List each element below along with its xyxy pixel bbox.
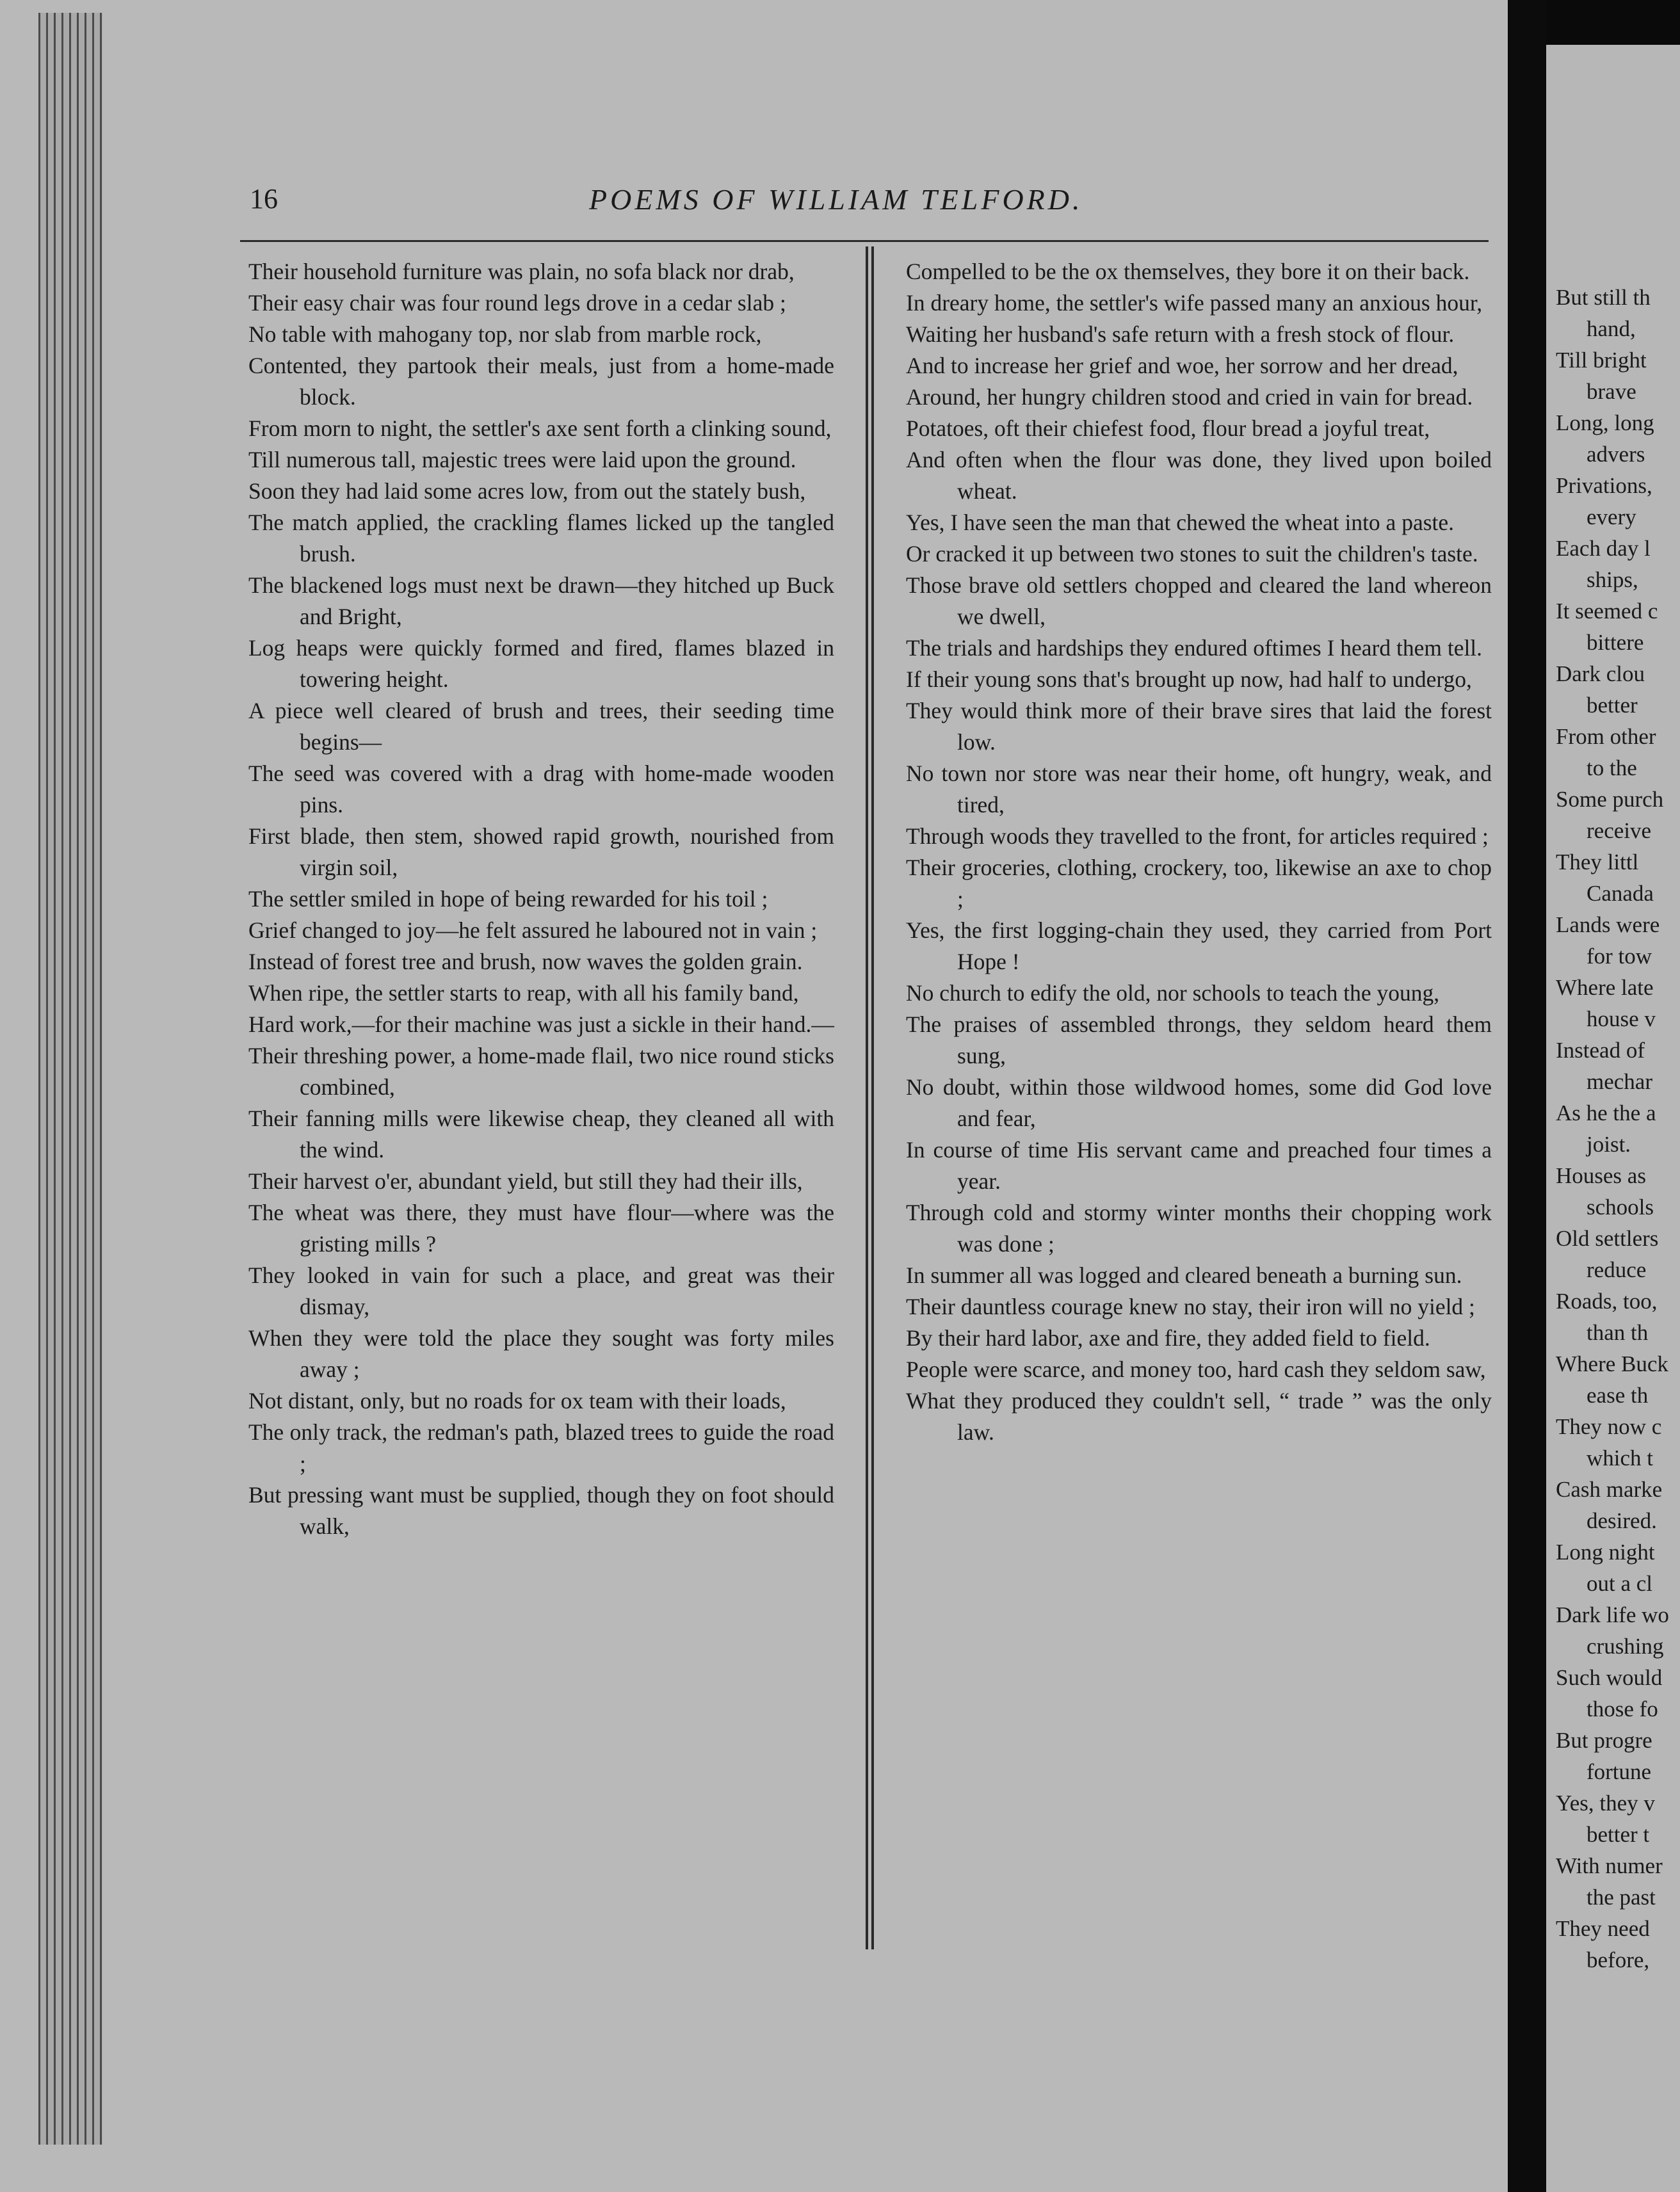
facing-page-line: But still th xyxy=(1556,285,1651,310)
facing-page-line: for tow xyxy=(1587,944,1652,969)
poem-line: Their threshing power, a home-made flail, two nice round sticks combined, xyxy=(248,1043,834,1100)
facing-page-line: out a cl xyxy=(1587,1571,1653,1596)
facing-page-line: They littl xyxy=(1556,850,1639,874)
facing-page-line: Till bright xyxy=(1556,348,1647,373)
poem-line: Their dauntless courage knew no stay, their iron will no yield ; xyxy=(906,1294,1475,1319)
facing-page-line: Houses as xyxy=(1556,1163,1646,1188)
poem-line: In summer all was logged and cleared beneath a burning sun. xyxy=(906,1262,1462,1288)
facing-page-line: better xyxy=(1587,693,1638,718)
facing-page-line: schools xyxy=(1587,1195,1654,1220)
poem-line: What they produced they couldn't sell, “ trade ” was the only law. xyxy=(906,1388,1492,1445)
facing-page-line: ships, xyxy=(1587,567,1638,592)
poem-line: People were scarce, and money too, hard cash they seldom saw, xyxy=(906,1357,1486,1382)
facing-page-line: Long night xyxy=(1556,1540,1655,1565)
page-edges xyxy=(38,13,102,2145)
facing-page-line: Dark life wo xyxy=(1556,1602,1669,1627)
poem-line: Through cold and stormy winter months their chopping work was done ; xyxy=(906,1200,1492,1257)
facing-page-line: bittere xyxy=(1587,630,1644,655)
poem-line: Hard work,—for their machine was just a sickle in their hand.— xyxy=(248,1011,834,1037)
facing-page-line: Roads, too, xyxy=(1556,1289,1658,1314)
header-rule xyxy=(240,240,1489,242)
poem-line: If their young sons that's brought up now, had half to undergo, xyxy=(906,666,1472,692)
facing-page-line: Where late xyxy=(1556,975,1654,1000)
facing-page-line: to the xyxy=(1587,755,1637,780)
facing-page-line: than th xyxy=(1587,1320,1649,1345)
facing-page-line: It seemed c xyxy=(1556,599,1658,624)
facing-page-line: Where Buck xyxy=(1556,1351,1668,1376)
poem-line: Waiting her husband's safe return with a fresh stock of flour. xyxy=(906,321,1455,347)
poem-line: The settler smiled in hope of being rewarded for his toil ; xyxy=(248,886,768,912)
poem-line: Instead of forest tree and brush, now waves the golden grain. xyxy=(248,949,803,974)
facing-page-line: mechar xyxy=(1587,1069,1652,1094)
poem-line: No table with mahogany top, nor slab from marble rock, xyxy=(248,321,762,347)
poem-line: Compelled to be the ox themselves, they bore it on their back. xyxy=(906,259,1470,284)
book-gutter xyxy=(1508,0,1546,2192)
facing-page-line: Privations, xyxy=(1556,473,1652,498)
facing-page-line: receive xyxy=(1587,818,1652,843)
facing-page-line: better t xyxy=(1587,1822,1650,1847)
poem-line: Till numerous tall, majestic trees were laid upon the ground. xyxy=(248,447,796,472)
facing-page-line: Cash marke xyxy=(1556,1477,1663,1502)
poem-line: Their easy chair was four round legs drove in a cedar slab ; xyxy=(248,290,786,316)
facing-page-line: ease th xyxy=(1587,1383,1649,1408)
facing-page xyxy=(1546,45,1680,2192)
facing-page-line: Old settlers xyxy=(1556,1226,1659,1251)
facing-page-line: From other xyxy=(1556,724,1656,749)
poem-line: Their household furniture was plain, no sofa black nor drab, xyxy=(248,259,795,284)
facing-page-line: brave xyxy=(1587,379,1636,404)
poem-line: By their hard labor, axe and fire, they added field to field. xyxy=(906,1325,1430,1351)
facing-page-line: They need xyxy=(1556,1916,1650,1941)
poem-line: Not distant, only, but no roads for ox team with their loads, xyxy=(248,1388,786,1414)
poem-line: The seed was covered with a drag with home-made wooden pins. xyxy=(248,761,834,818)
poem-line: Their harvest o'er, abundant yield, but still they had their ills, xyxy=(248,1168,803,1194)
poem-column-left xyxy=(248,256,834,1542)
poem-line: Log heaps were quickly formed and fired, flames blazed in towering height. xyxy=(248,635,834,692)
facing-page-line: which t xyxy=(1587,1446,1654,1471)
poem-line: Yes, the first logging-chain they used, they carried from Port Hope ! xyxy=(906,917,1492,974)
facing-page-line: reduce xyxy=(1587,1257,1647,1282)
facing-page-line: But progre xyxy=(1556,1728,1652,1753)
facing-page-line: As he the a xyxy=(1556,1100,1656,1125)
facing-page-line: those fo xyxy=(1587,1696,1658,1721)
poem-line: Yes, I have seen the man that chewed the wheat into a paste. xyxy=(906,510,1455,535)
poem-line: The only track, the redman's path, blazed trees to guide the road ; xyxy=(248,1419,834,1476)
poem-line: They would think more of their brave sires that laid the forest low. xyxy=(906,698,1492,755)
poem-line: No town nor store was near their home, oft hungry, weak, and tired, xyxy=(906,761,1492,818)
poem-line: In course of time His servant came and preached four times a year. xyxy=(906,1137,1492,1194)
column-divider xyxy=(871,246,874,1949)
facing-page-line: the past xyxy=(1587,1885,1656,1910)
facing-page-line: house v xyxy=(1587,1006,1656,1031)
poem-line: And often when the flour was done, they lived upon boiled wheat. xyxy=(906,447,1492,504)
poem-line: No church to edify the old, nor schools to teach the young, xyxy=(906,980,1440,1006)
poem-line: Those brave old settlers chopped and cleared the land whereon we dwell, xyxy=(906,572,1492,629)
poem-line: A piece well cleared of brush and trees, their seeding time begins— xyxy=(248,698,834,755)
poem-line: Their fanning mills were likewise cheap, they cleaned all with the wind. xyxy=(248,1106,834,1163)
facing-page-line: With numer xyxy=(1556,1853,1663,1878)
poem-line: Through woods they travelled to the front, for articles required ; xyxy=(906,823,1489,849)
poem-line: In dreary home, the settler's wife passed many an anxious hour, xyxy=(906,290,1483,316)
facing-page-line: hand, xyxy=(1587,316,1636,341)
poem-line: The praises of assembled throngs, they seldom heard them sung, xyxy=(906,1011,1492,1068)
facing-page-line: before, xyxy=(1587,1947,1650,1972)
poem-line: First blade, then stem, showed rapid growth, nourished from virgin soil, xyxy=(248,823,834,880)
poem-line: The trials and hardships they endured oftimes I heard them tell. xyxy=(906,635,1483,661)
poem-line: The match applied, the crackling flames licked up the tangled brush. xyxy=(248,510,834,567)
facing-page-line: advers xyxy=(1587,442,1645,467)
facing-page-line: They now c xyxy=(1556,1414,1662,1439)
facing-page-line: crushing xyxy=(1587,1634,1664,1659)
facing-page-line: Dark clou xyxy=(1556,661,1645,686)
poem-line: They looked in vain for such a place, and great was their dismay, xyxy=(248,1262,834,1319)
facing-page-line: Each day l xyxy=(1556,536,1651,561)
facing-page-line: Instead of xyxy=(1556,1038,1645,1063)
poem-line: From morn to night, the settler's axe sent forth a clinking sound, xyxy=(248,415,832,441)
page-number: 16 xyxy=(250,183,278,214)
column-divider xyxy=(866,246,868,1949)
poem-line: Soon they had laid some acres low, from out the stately bush, xyxy=(248,478,806,504)
facing-page-line: Such would xyxy=(1556,1665,1663,1690)
poem-line: Around, her hungry children stood and cried in vain for bread. xyxy=(906,384,1473,410)
poem-line: Their groceries, clothing, crockery, too, likewise an axe to chop ; xyxy=(906,855,1492,912)
facing-page-line: fortune xyxy=(1587,1759,1652,1784)
running-title: POEMS OF WILLIAM TELFORD. xyxy=(589,183,1083,216)
running-head xyxy=(243,182,1498,227)
poem-line: Grief changed to joy—he felt assured he laboured not in vain ; xyxy=(248,917,818,943)
facing-page-line: Some purch xyxy=(1556,787,1664,812)
poem-line: No doubt, within those wildwood homes, some did God love and fear, xyxy=(906,1074,1492,1131)
facing-page-line: Long, long xyxy=(1556,410,1654,435)
poem-line: When they were told the place they sought was forty miles away ; xyxy=(248,1325,834,1382)
facing-page-line: every xyxy=(1587,504,1636,529)
poem-line: When ripe, the settler starts to reap, with all his family band, xyxy=(248,980,799,1006)
facing-page-line: Yes, they v xyxy=(1556,1791,1655,1816)
facing-page-line: joist. xyxy=(1587,1132,1631,1157)
poem-line: Contented, they partook their meals, just from a home-made block. xyxy=(248,353,834,410)
poem-line: The wheat was there, they must have flour—where was the gristing mills ? xyxy=(248,1200,834,1257)
facing-page-line: Canada xyxy=(1587,881,1654,906)
poem-line: The blackened logs must next be drawn—they hitched up Buck and Bright, xyxy=(248,572,834,629)
poem-line: Potatoes, oft their chiefest food, flour bread a joyful treat, xyxy=(906,415,1430,441)
poem-line: And to increase her grief and woe, her sorrow and her dread, xyxy=(906,353,1458,378)
poem-line: Or cracked it up between two stones to suit the children's taste. xyxy=(906,541,1478,567)
facing-page-text xyxy=(1556,282,1680,1976)
facing-page-line: Lands were xyxy=(1556,912,1660,937)
facing-page-line: desired. xyxy=(1587,1508,1657,1533)
poem-line: But pressing want must be supplied, though they on foot should walk, xyxy=(248,1482,834,1539)
poem-column-right xyxy=(906,256,1492,1448)
